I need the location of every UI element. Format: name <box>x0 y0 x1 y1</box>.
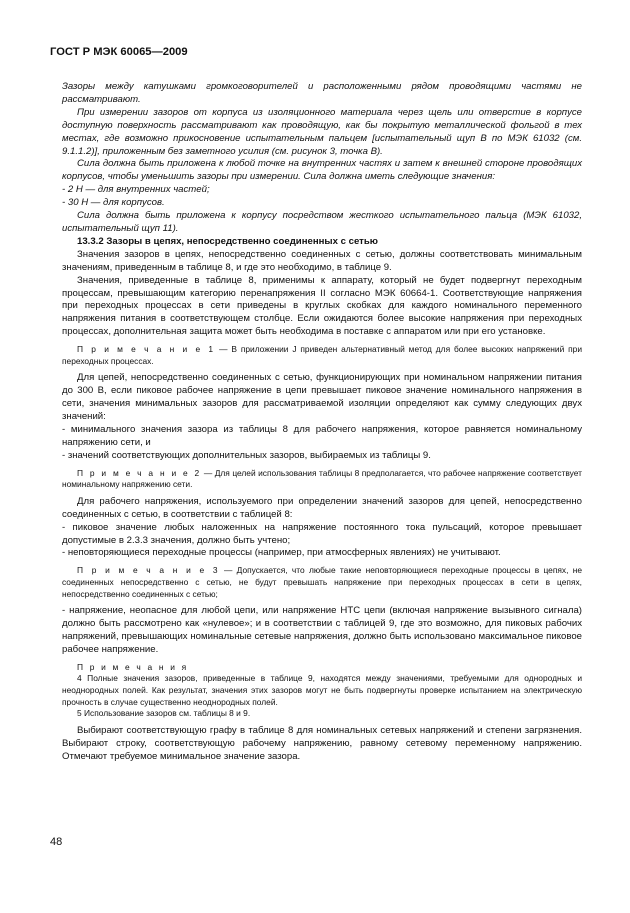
document-header: ГОСТ Р МЭК 60065—2009 <box>50 46 188 58</box>
italic-list-item: - 2 Н — для внутренних частей; <box>62 184 210 196</box>
note-text: — В приложении J приведен альтернативный метод для более высоких напряжений при переходных процессах. <box>62 344 582 366</box>
note-1 <box>62 344 582 367</box>
italic-paragraph: При измерении зазоров от корпуса из изоляционного материала через щель или отверстие в корпусе доступную поверхность рассматривают как проводящую, как бы покрытую металлической фольгой в тех местах, где возможно прикосновение испытательным пальцем [испытательный щуп В по МЭК 61032 (см. 9.1.1.2)], приложенным без заметного усилия (см. рисунок 3, точка В). <box>62 106 582 157</box>
note-label: П р и м е ч а н и е 3 <box>77 565 220 576</box>
note-2 <box>62 468 582 491</box>
list-item: - пиковое значение любых наложенных на напряжение постоянного тока пульсаций, которое превышает допустимые в 2.3.3 значения, должно быть учтено; <box>62 521 582 546</box>
note-label: П р и м е ч а н и е 2 <box>77 467 202 478</box>
italic-paragraph: Зазоры между катушками громкоговорителей и расположенными рядом проводящими частями не рассматривают. <box>62 81 582 105</box>
paragraph: - напряжение, неопасное для любой цепи, или напряжение НТС цепи (включая напряжение вызывного сигнала) должно быть рассмотрено как «нулевое»; и в соответствии с таблицей 9, где это возможно, для пиковых рабочих напряжений, превышающих номинальные сетевые напряжения, должно быть использовано максимальное пиковое рабочее напряжение. <box>62 605 582 655</box>
paragraph: Для цепей, непосредственно соединенных с сетью, функционирующих при номинальном напряжении питания до 300 В, если пиковое рабочее напряжение в цепи превышает пиковое значение номинального напряжения в сети, значения минимальных зазоров для рассматриваемой изоляции определяют как сумму следующих двух значений: <box>62 372 582 423</box>
note-4: 4 Полные значения зазоров, приведенные в таблице 9, находятся между значениями, требуемыми для однородных и неоднородных полей. Как результат, значения этих зазоров могут не быть подвергнуты проверке испытанием на электрическую прочность в случае существенно неоднородных полей. <box>62 673 582 707</box>
paragraph: Выбирают соответствующую графу в таблице 8 для номинальных сетевых напряжений и степени загрязнения. Выбирают строку, соответствующую рабочему напряжению, равному сетевому переменному напряжению. Отмечают требуемое минимальное значение зазора. <box>62 724 582 762</box>
note-text: — Допускается, что любые такие неповторяющиеся переходные процессы в цепях, не соединенных непосредственно с сетью, не будут превышать напряжение при переходных процессах в сети в цепях, непосредственно соединенных с сетью; <box>62 565 582 599</box>
italic-list-item: - 30 Н — для корпусов. <box>62 197 165 209</box>
list-item: - минимального значения зазора из таблицы 8 для рабочего напряжения, которое равняется номинальному напряжению сети, и <box>62 423 582 448</box>
note-text: — Для целей использования таблицы 8 предполагается, что рабочее напряжение соответствует номинальному напряжению сети. <box>62 467 582 490</box>
paragraph: Для рабочего напряжения, используемого при определении значений зазоров для цепей, непосредственно соединенных с сетью, в соответствии с таблицей 8: <box>62 495 582 520</box>
list-item: - неповторяющиеся переходные процессы (например, при атмосферных явлениях) не учитывают. <box>62 547 501 559</box>
italic-paragraph: Сила должна быть приложена к корпусу посредством жесткого испытательного пальца (МЭК 61032, испытательный щуп 11). <box>62 210 582 234</box>
page-body <box>62 81 582 763</box>
note-5: 5 Использование зазоров см. таблицы 8 и 9. <box>77 708 251 719</box>
paragraph: Значения зазоров в цепях, непосредственно соединенных с сетью, должны соответствовать минимальным значениям, приведенным в таблице 8, и где это необходимо, в таблице 9. <box>62 248 582 273</box>
notes-label: П р и м е ч а н и я <box>77 661 189 672</box>
paragraph: Значения, приведенные в таблице 8, применимы к аппарату, который не будет подвергнут переходным процессам, превышающим категорию перенапряжения II согласно МЭК 60664-1. Соответствующие напряжения при переходных процессах в сети приведены в круглых скобках для каждого номинального переменного напряжения питания в соответствующем столбце. Если ожидаются более высокие напряжения при переходных процессах, дополнительная защита может быть необходима в поставке с аппаратом или при его установке. <box>62 274 582 338</box>
notes-heading <box>62 662 582 674</box>
list-item: - значений соответствующих дополнительных зазоров, выбираемых из таблицы 9. <box>62 449 431 461</box>
section-title: 13.3.2 Зазоры в цепях, непосредственно соединенных с сетью <box>77 235 378 247</box>
note-label: П р и м е ч а н и е 1 <box>77 344 216 355</box>
note-3 <box>62 565 582 600</box>
page-number: 48 <box>50 836 63 848</box>
italic-paragraph: Сила должна быть приложена к любой точке на внутренних частях и затем к внешней стороне проводящих корпусов, чтобы уменьшить зазоры при измерении. Сила должна иметь следующие значения: <box>62 158 582 183</box>
